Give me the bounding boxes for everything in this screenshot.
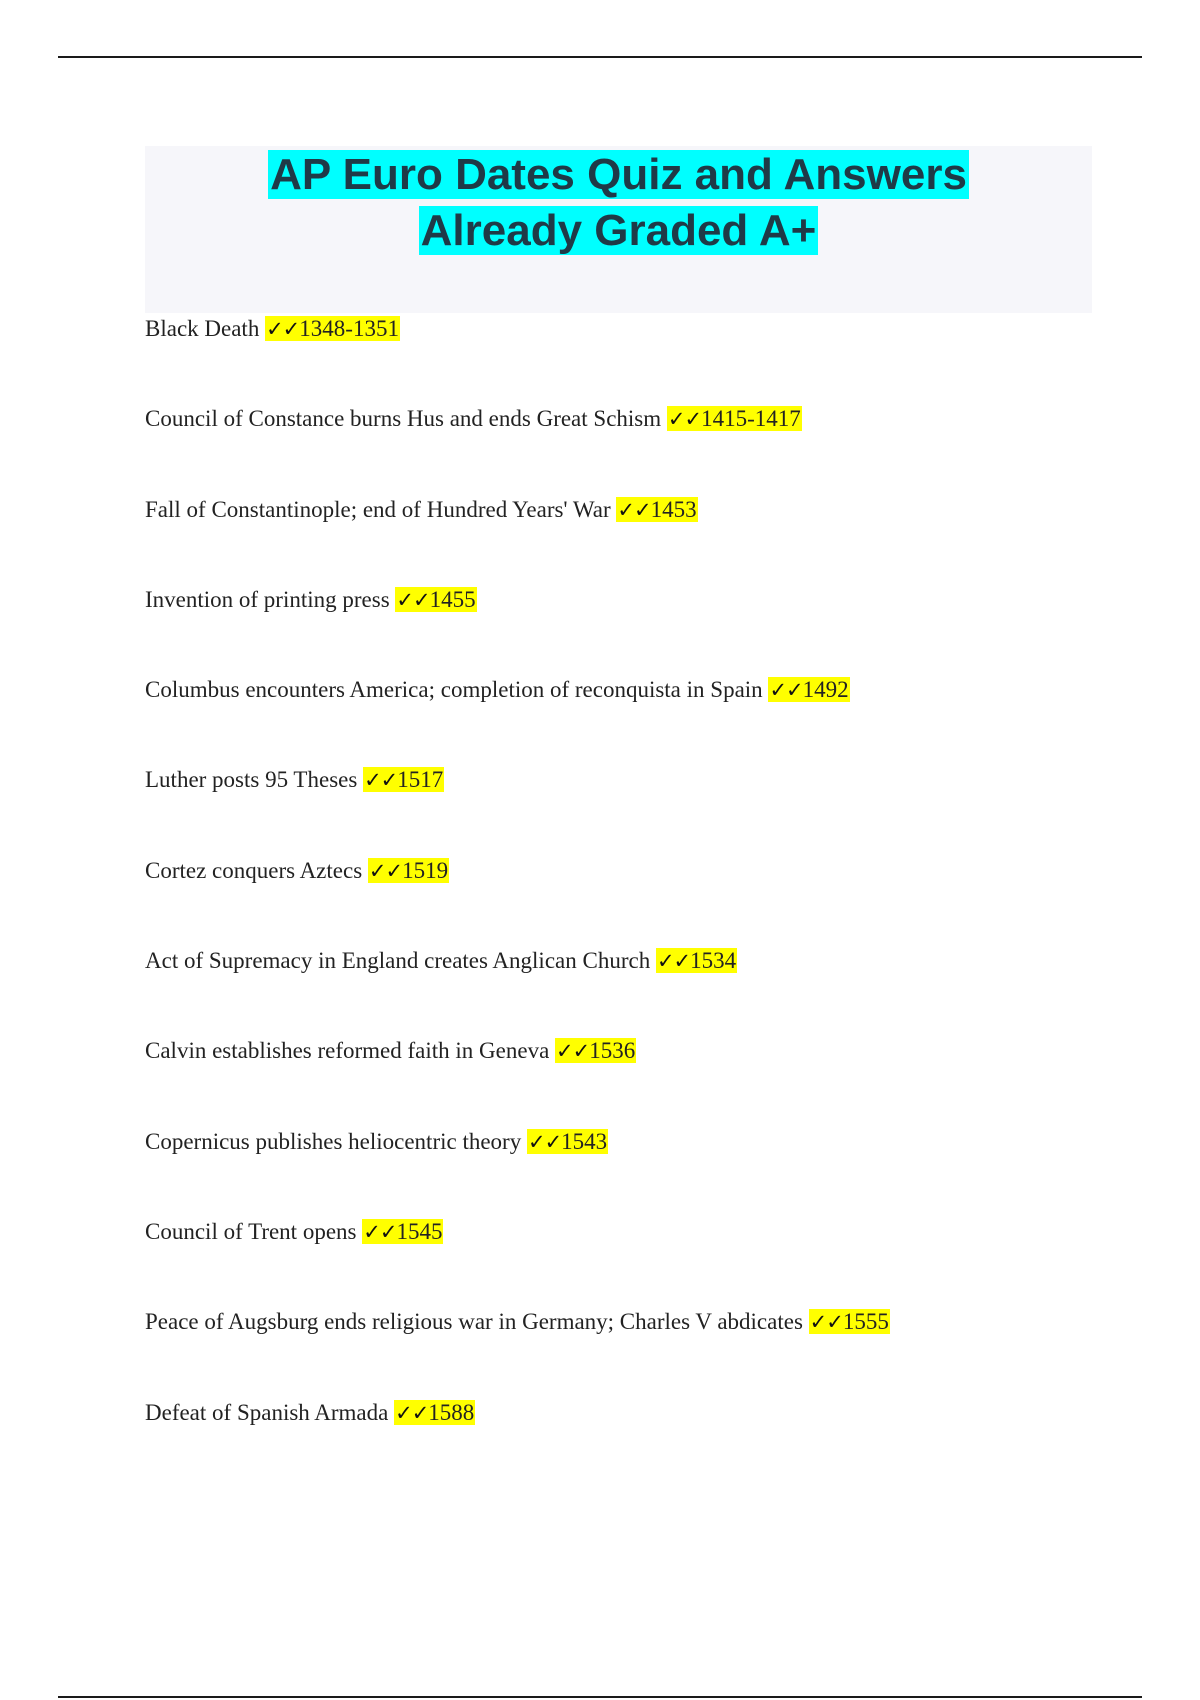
answer-text: 1534	[690, 948, 737, 974]
answer-text: 1545	[396, 1218, 443, 1244]
question-text: Act of Supremacy in England creates Anglican Church	[145, 948, 651, 974]
double-check-icon: ✓✓	[266, 317, 300, 341]
answer-text: 1415-1417	[701, 406, 801, 432]
list-item	[145, 763, 1145, 853]
answer-highlight	[394, 1400, 475, 1425]
question-text: Calvin establishes reformed faith in Geneva	[145, 1038, 550, 1064]
list-item	[145, 1396, 1145, 1486]
list-item	[145, 944, 1145, 1034]
title-line-1: AP Euro Dates Quiz and Answers	[270, 150, 967, 199]
answer-text: 1455	[429, 586, 476, 612]
answer-highlight	[768, 677, 849, 702]
answer-highlight	[656, 948, 737, 973]
answer-text: 1492	[802, 677, 849, 703]
list-item	[145, 1305, 1145, 1395]
question-text: Council of Trent opens	[145, 1218, 357, 1244]
page-title	[145, 147, 1092, 259]
double-check-icon: ✓✓	[769, 678, 803, 703]
list-item	[145, 493, 1145, 583]
question-text: Council of Constance burns Hus and ends Great Schism	[145, 406, 662, 432]
list-item	[145, 402, 1145, 492]
answer-text: 1453	[650, 496, 697, 522]
answer-text: 1348-1351	[299, 316, 399, 341]
question-text: Luther posts 95 Theses	[145, 767, 358, 793]
question-text: Peace of Augsburg ends religious war in Germany; Charles V abdicates	[145, 1309, 803, 1335]
answer-highlight	[363, 767, 444, 792]
answer-text: 1588	[428, 1399, 475, 1425]
list-item	[145, 583, 1145, 673]
double-check-icon: ✓✓	[809, 1310, 843, 1335]
answer-text: 1543	[561, 1128, 608, 1154]
list-item	[145, 1215, 1145, 1305]
question-text: Defeat of Spanish Armada	[145, 1399, 389, 1425]
answer-highlight	[555, 1038, 636, 1063]
list-item	[145, 1125, 1145, 1215]
title-line-2: Already Graded A+	[420, 206, 817, 255]
answer-text: 1536	[589, 1038, 636, 1064]
answer-highlight	[667, 406, 802, 431]
double-check-icon: ✓✓	[656, 949, 691, 974]
question-text: Copernicus publishes heliocentric theory	[145, 1128, 522, 1154]
double-check-icon: ✓✓	[395, 1400, 429, 1425]
answer-highlight	[395, 587, 476, 612]
question-text: Invention of printing press	[145, 586, 390, 612]
answer-highlight	[527, 1129, 608, 1154]
double-check-icon: ✓✓	[364, 768, 398, 793]
answer-highlight	[368, 858, 449, 883]
list-item	[145, 1034, 1145, 1124]
answer-text: 1517	[397, 767, 444, 793]
list-item	[145, 673, 1145, 763]
footer-rule	[58, 1696, 1142, 1698]
question-answer-list	[145, 312, 1145, 1486]
question-text: Columbus encounters America; completion of reconquista in Spain	[145, 677, 763, 703]
double-check-icon: ✓✓	[363, 1219, 397, 1244]
answer-text: 1519	[402, 857, 449, 883]
title-block	[145, 146, 1092, 313]
double-check-icon: ✓✓	[396, 587, 430, 612]
answer-highlight	[616, 497, 697, 522]
list-item	[145, 854, 1145, 944]
answer-highlight	[265, 316, 400, 341]
answer-highlight	[809, 1309, 890, 1334]
double-check-icon: ✓✓	[617, 497, 651, 522]
question-text: Black Death	[145, 316, 260, 341]
answer-highlight	[362, 1219, 443, 1244]
list-item	[145, 312, 1145, 402]
double-check-icon: ✓✓	[368, 858, 403, 883]
double-check-icon: ✓✓	[667, 407, 702, 432]
question-text: Fall of Constantinople; end of Hundred Years' War	[145, 496, 611, 522]
answer-text: 1555	[842, 1309, 889, 1335]
double-check-icon: ✓✓	[527, 1129, 562, 1154]
header-rule	[58, 56, 1142, 58]
question-text: Cortez conquers Aztecs	[145, 857, 363, 883]
double-check-icon: ✓✓	[556, 1039, 590, 1064]
